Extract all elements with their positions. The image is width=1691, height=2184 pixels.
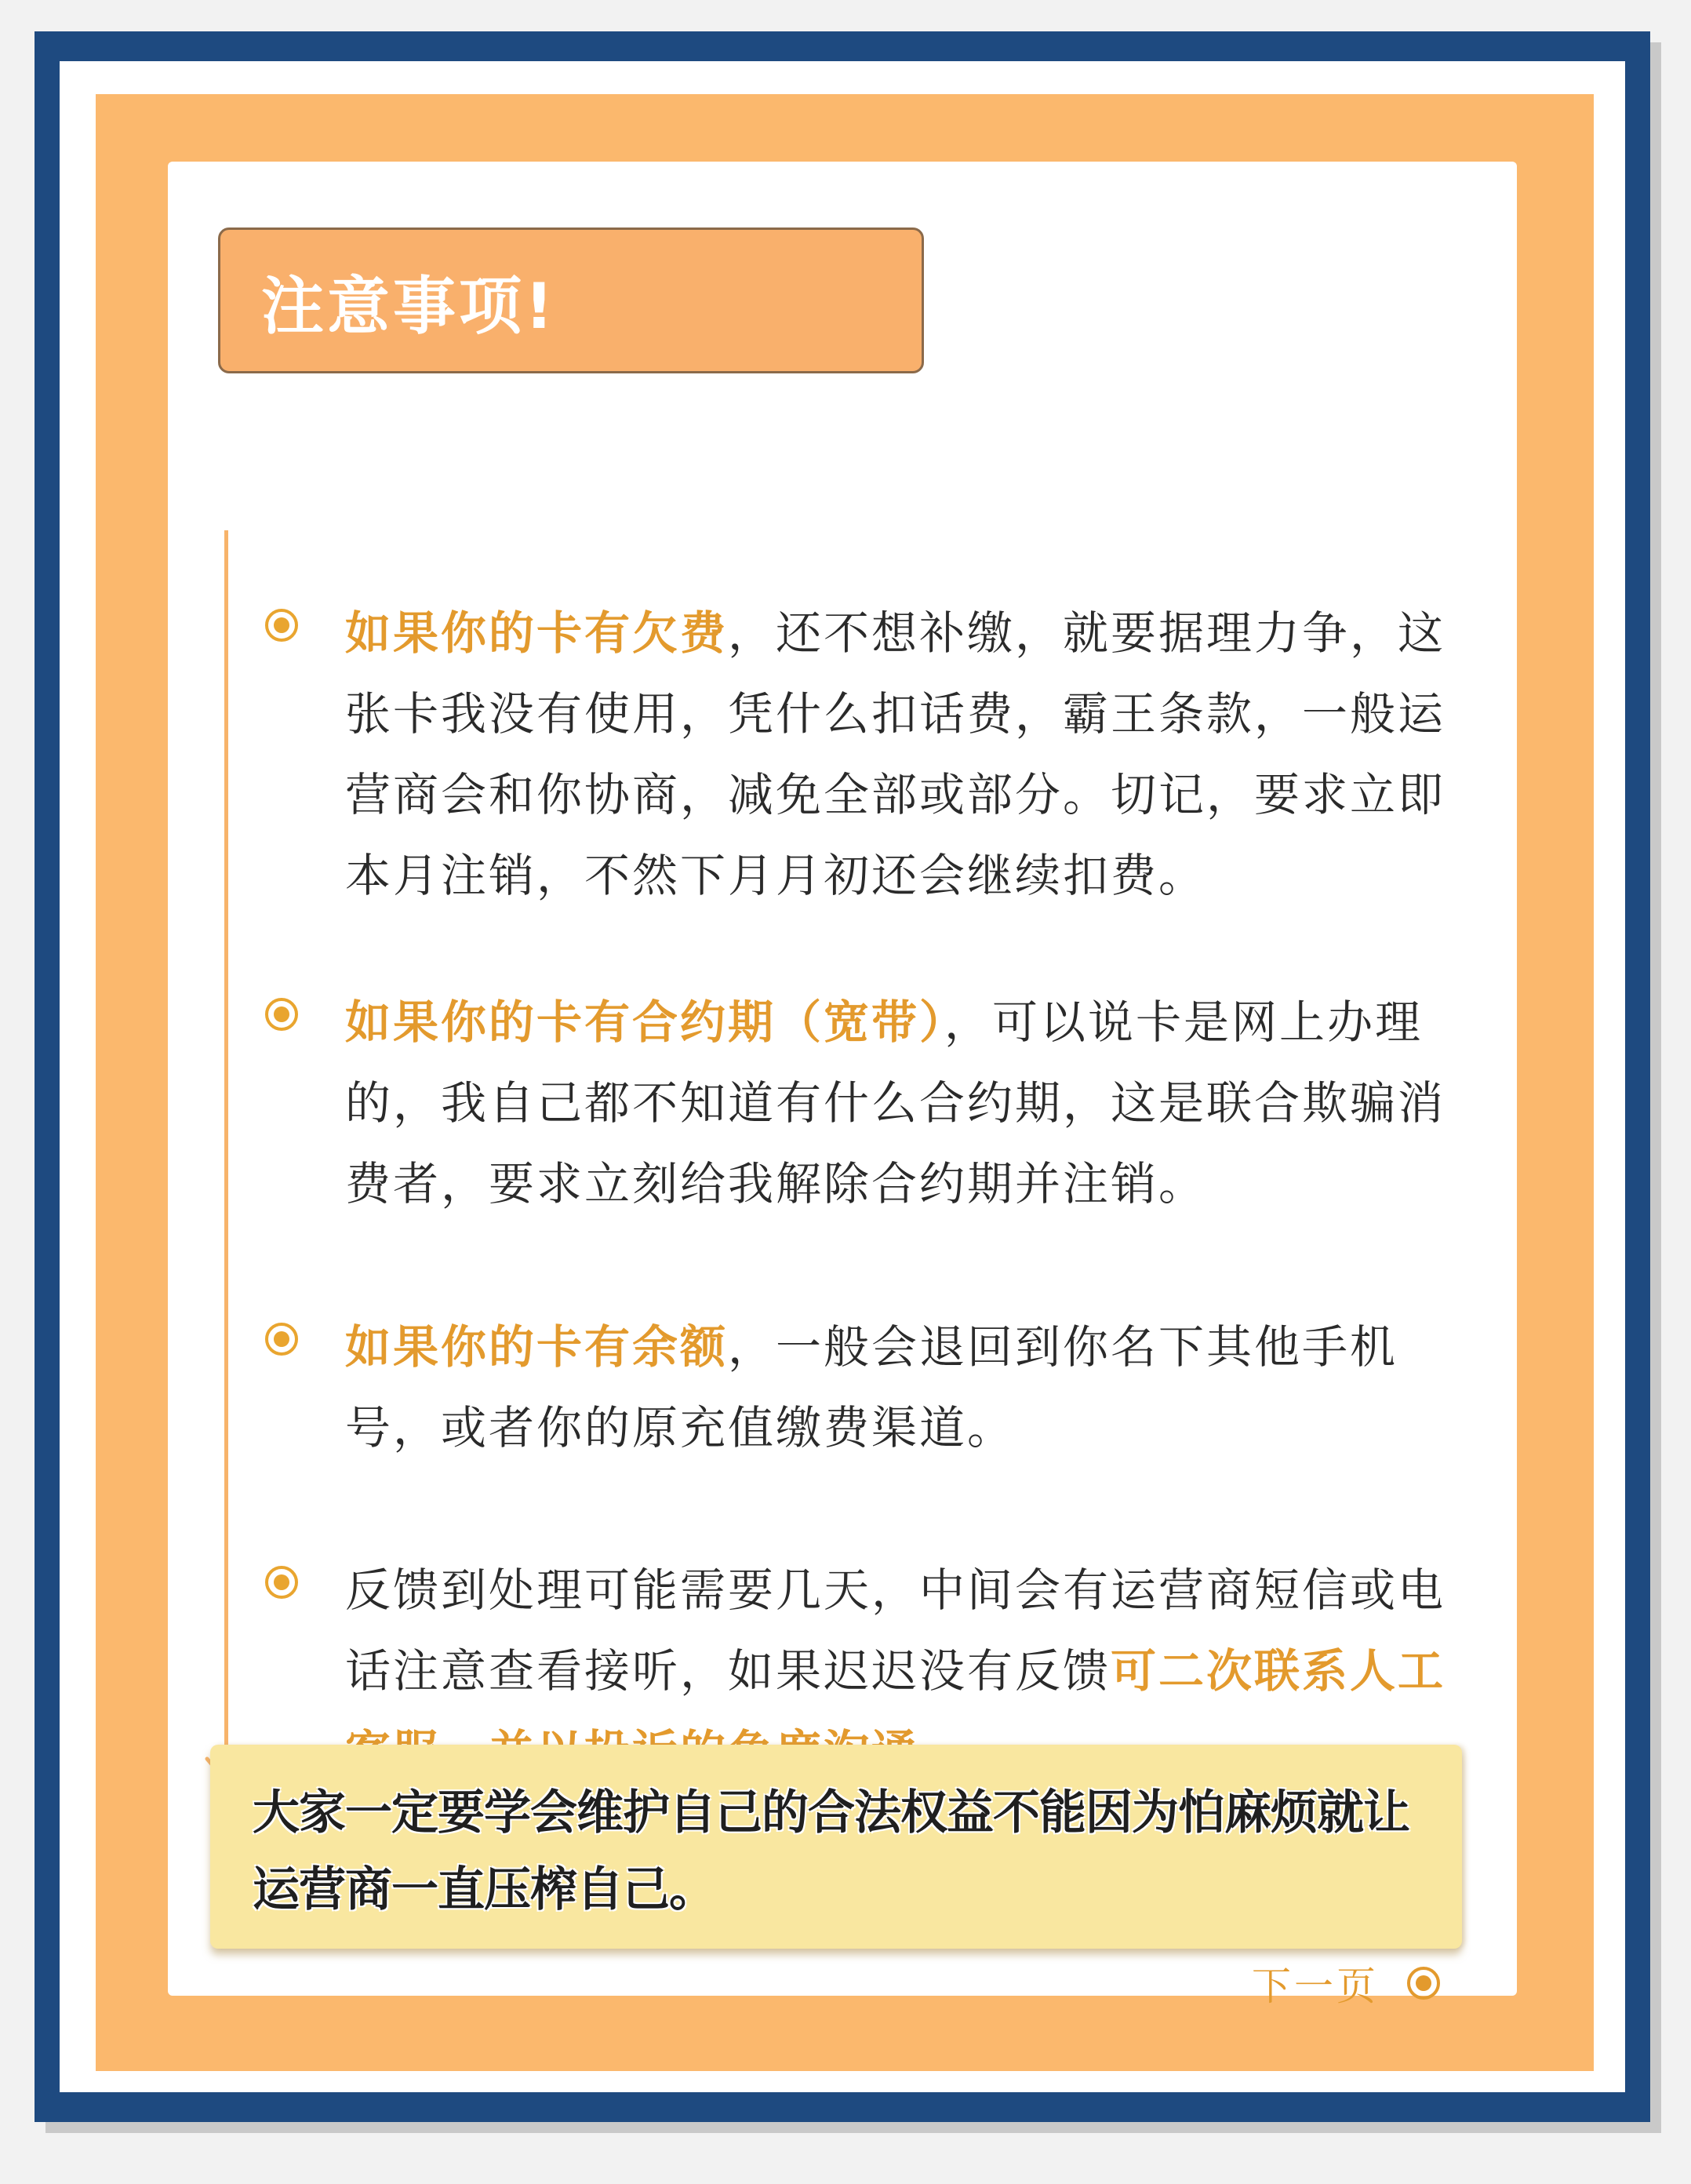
item-highlight: 如果你的卡有余额 [345, 1320, 729, 1374]
next-page-label[interactable]: 下一页 [1252, 1964, 1379, 2009]
item-body: ，可以说卡是网上办理的，我自己都不知道有什么合约期，这是联合欺骗消费者，要求立刻给我解除合约期并注销。 [345, 996, 1446, 1210]
target-bullet-icon [264, 1564, 300, 1600]
list-item [270, 593, 1478, 916]
item-text [345, 593, 1478, 916]
target-bullet-icon [264, 1321, 300, 1357]
title-banner [218, 228, 924, 373]
target-bullet-icon [264, 607, 300, 643]
page-title: 注意事项! [261, 269, 557, 343]
list-item [270, 1307, 1478, 1469]
item-body: ，还不想补缴，就要据理力争，这张卡我没有使用，凭什么扣话费，霸王条款，一般运营商会和你协商，减免全部或部分。切记，要求立即本月注销，不然下月月初还会继续扣费。 [345, 606, 1446, 902]
item-highlight: 如果你的卡有欠费 [345, 606, 729, 660]
item-text [345, 982, 1478, 1225]
item-highlight: 可二次联系人工 [1111, 1644, 1446, 1698]
list-item [270, 982, 1478, 1225]
summary-note [210, 1745, 1462, 1949]
next-page-link[interactable] [1252, 1955, 1442, 2011]
orange-panel [96, 94, 1594, 2071]
item-highlight: 如果你的卡有合约期（宽带） [345, 996, 945, 1049]
content-card [168, 162, 1517, 2009]
target-bullet-icon[interactable] [1406, 1965, 1442, 2001]
target-bullet-icon [264, 996, 300, 1032]
item-body: ，一般会退回到你名下其他手机号，或者你的原充值缴费渠道。 [345, 1320, 1398, 1454]
item-text [345, 1307, 1478, 1469]
summary-note-text: 大家一定要学会维护自己的合法权益不能因为怕麻烦就让运营商一直压榨自己。 [253, 1785, 1409, 1917]
timeline-line [224, 530, 228, 1770]
item-body: 反馈到处理可能需要几天，中间会有运营商短信或电话注意查看接听，如果迟迟没有反馈 [345, 1563, 1446, 1698]
